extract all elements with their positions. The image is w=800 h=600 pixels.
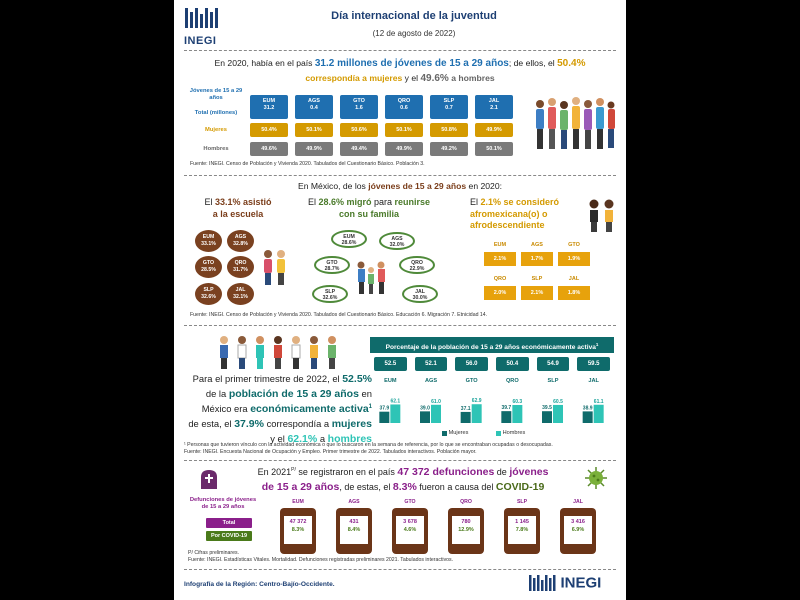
migration-value: 28.6% xyxy=(341,240,357,247)
bar-mujeres xyxy=(420,411,430,423)
s4-prelim-mark: P/ xyxy=(291,467,296,473)
state-total: 0.4 xyxy=(310,105,318,112)
afro-heading-text: se consideró xyxy=(501,197,560,207)
s3-text-part: México era xyxy=(201,402,251,414)
s2-intro xyxy=(186,181,614,191)
migration-value: 30.0% xyxy=(412,295,428,302)
chart-total-box: 59.5 xyxy=(577,357,610,371)
divider xyxy=(184,175,616,176)
chart-total-box: 52.1 xyxy=(415,357,448,371)
bar-label-hombres: 60.3 xyxy=(512,398,523,405)
scroll-covid: 6.9% xyxy=(571,527,585,534)
state-men-box: 49.4% xyxy=(340,142,378,156)
bar-label-hombres: 60.5 xyxy=(553,398,563,405)
migration-state: AGS xyxy=(391,236,403,242)
afro-state: SLP xyxy=(531,276,543,282)
s4-footnote: P/ Cifras preliminares. xyxy=(188,550,240,556)
scroll-state: GTO xyxy=(404,499,416,505)
migration-ring xyxy=(379,232,415,250)
afro-value: 2.1% xyxy=(521,286,553,300)
state-men-box: 50.1% xyxy=(475,142,513,156)
scroll-total: 1 145 xyxy=(515,519,529,525)
bar-mujeres xyxy=(379,412,389,423)
students-icon xyxy=(260,248,290,288)
s3-text-part: de la xyxy=(205,387,229,399)
state-total: 0.7 xyxy=(445,105,453,112)
migration-value: 32.6% xyxy=(322,295,338,302)
state-women-box: 49.9% xyxy=(475,123,513,137)
s1-intro-highlight: 31.2 millones de jóvenes de 15 a 29 años xyxy=(314,58,509,69)
s4-intro xyxy=(224,465,582,495)
school-heading-text: a la escuela xyxy=(212,208,264,219)
bar-label-mujeres: 37.9 xyxy=(379,405,390,412)
migration-ring xyxy=(399,256,435,274)
state-name: GTO xyxy=(353,98,365,104)
tombstone-illustration xyxy=(198,468,220,490)
workers-illustration xyxy=(214,334,342,370)
bar-hombres xyxy=(431,405,441,423)
s3-footnote: ¹ Personas que tuvieron vínculo con la actividad económica o que lo buscaron en la semana de referencia, por lo que se encontraban ocupadas o desocupadas. xyxy=(184,442,553,448)
death-scroll xyxy=(280,508,316,554)
bar-label-mujeres: 37.1 xyxy=(460,405,471,412)
afro-state: GTO xyxy=(568,242,580,248)
s2-intro-highlight: jóvenes de 15 a 29 años xyxy=(368,181,467,191)
afro-people-illustration xyxy=(586,198,618,234)
footer-text: Infografía de la Región: Centro-Bajío-Occidente. xyxy=(184,581,335,588)
chart-category-label: QRO xyxy=(505,378,519,384)
school-value: 31.7% xyxy=(233,266,248,273)
state-total-box xyxy=(340,95,378,119)
s1-row-total: Total (millones) xyxy=(194,110,238,116)
school-state: JAL xyxy=(235,287,246,293)
scroll-covid: 8.3% xyxy=(291,527,305,534)
s3-pct-men: 62.1% xyxy=(287,432,318,445)
activity-bar-chart xyxy=(370,375,614,433)
family-illustration xyxy=(354,260,388,296)
afro-people-icon xyxy=(586,198,618,234)
migration-heading-pct: 28.6% migró xyxy=(318,197,372,207)
s4-source: Fuente: INEGI. Estadísticas Vitales. Mortalidad. Defunciones registradas preliminares 2021. Tabulados interactivos. xyxy=(188,557,454,563)
bar-mujeres xyxy=(501,411,511,423)
s3-text-part: correspondía a xyxy=(263,417,332,429)
migration-value: 22.9% xyxy=(409,266,425,273)
virus-icon xyxy=(584,466,608,490)
scroll-paper xyxy=(340,516,368,544)
s3-population: población de 15 a 29 años xyxy=(228,387,359,400)
s4-deaths-label: defunciones xyxy=(429,466,495,478)
migration-ring xyxy=(331,230,367,248)
s2-source: Fuente: INEGI. Censo de Población y Vivienda 2020. Tabulados del Cuestionario Básico. Educación 6. Migración 7. Etnicidad 14. xyxy=(190,312,488,318)
death-scroll xyxy=(560,508,596,554)
migration-state: SLP xyxy=(324,289,336,295)
bar-mujeres xyxy=(542,411,552,423)
school-value: 32.1% xyxy=(233,293,248,300)
s3-text-part: a xyxy=(317,432,328,444)
s4-text-part: de xyxy=(494,467,510,477)
family-icon xyxy=(354,260,388,296)
migration-heading-text: reunirse xyxy=(394,197,431,207)
state-name: AGS xyxy=(308,98,320,104)
state-total-box xyxy=(250,95,288,119)
s1-source: Fuente: INEGI. Censo de Población y Vivienda 2020. Tabulados del Cuestionario Básico. Población 3. xyxy=(190,161,425,167)
scroll-paper xyxy=(508,516,536,544)
chart-title: Porcentaje de la población de 15 a 29 años económicamente activa xyxy=(385,344,596,352)
scroll-state: AGS xyxy=(348,499,360,505)
afro-value: 1.7% xyxy=(521,252,553,266)
virus-illustration xyxy=(584,466,608,490)
scroll-state: EUM xyxy=(292,499,304,505)
state-men-box: 49.9% xyxy=(385,142,423,156)
state-total: 2.1 xyxy=(490,105,498,112)
s4-youth: jóvenes xyxy=(509,466,549,478)
school-state: GTO xyxy=(202,260,215,266)
chart-title-footnote: 1 xyxy=(595,342,599,347)
school-value: 33.1% xyxy=(201,240,216,247)
chart-category-label: EUM xyxy=(384,378,397,384)
bar-mujeres xyxy=(583,411,593,423)
migration-ring xyxy=(314,256,350,274)
chart-total-box: 56.0 xyxy=(455,357,488,371)
youth-group-illustration xyxy=(532,94,616,156)
school-state: SLP xyxy=(203,287,214,293)
chart-category-label: JAL xyxy=(588,378,599,384)
afro-value: 2.0% xyxy=(484,286,516,300)
s1-row-mujeres: Mujeres xyxy=(205,127,227,133)
afro-value: 2.1% xyxy=(484,252,516,266)
afro-heading-pct: 2.1% xyxy=(480,197,502,207)
s1-intro-text: y el xyxy=(402,72,421,83)
school-circle xyxy=(227,230,254,252)
footer-logo-text: INEGI xyxy=(560,574,602,592)
scroll-covid: 8.4% xyxy=(347,527,361,534)
page-subtitle: (12 de agosto de 2022) xyxy=(372,29,456,38)
people-icon xyxy=(532,94,616,156)
divider xyxy=(184,50,616,51)
migration-state: JAL xyxy=(415,289,425,295)
s4-text-part: En 2021 xyxy=(257,467,292,477)
state-total-box xyxy=(430,95,468,119)
chart-category-label: AGS xyxy=(424,378,438,384)
s3-pct-women: 37.9% xyxy=(234,417,264,430)
state-women-box: 50.6% xyxy=(340,123,378,137)
state-men-box: 49.2% xyxy=(430,142,468,156)
school-heading-pct: 33.1% asistió xyxy=(214,197,272,207)
s3-women: mujeres xyxy=(331,417,372,430)
workers-icon xyxy=(214,334,342,370)
inegi-logo-text: INEGI xyxy=(184,35,217,47)
afro-heading-text: afrodescendiente xyxy=(470,220,545,231)
s3-pct-active: 52.5% xyxy=(342,373,372,385)
legend-swatch-mujeres xyxy=(442,431,447,436)
bar-label-mujeres: 39.7 xyxy=(501,405,512,412)
bar-hombres xyxy=(472,404,482,423)
state-total-box xyxy=(475,95,513,119)
s1-intro xyxy=(186,57,614,86)
afro-state: JAL xyxy=(568,276,580,282)
chart-total-box: 52.5 xyxy=(374,357,407,371)
s3-text-part: de esta, el xyxy=(188,417,235,429)
s3-source: Fuente: INEGI. Encuesta Nacional de Ocupación y Empleo. Primer trimestre de 2022. Tabulados interactivos. Población mayor. xyxy=(184,449,477,455)
bar-hombres xyxy=(553,405,563,423)
scroll-covid: 12.9% xyxy=(458,527,474,534)
scroll-state: QRO xyxy=(460,499,472,505)
scroll-paper xyxy=(284,516,312,544)
scroll-paper xyxy=(396,516,424,544)
state-name: JAL xyxy=(488,98,500,104)
s4-covid: COVID-19 xyxy=(495,481,545,494)
migration-state: EUM xyxy=(343,234,355,240)
migration-heading-text: para xyxy=(371,197,395,207)
scroll-covid: 7.8% xyxy=(515,527,529,534)
death-scroll xyxy=(392,508,428,554)
school-circle xyxy=(227,283,254,305)
s1-intro-men: a hombres xyxy=(448,72,495,83)
school-circle xyxy=(195,283,222,305)
afro-state: AGS xyxy=(531,242,543,248)
death-scroll xyxy=(336,508,372,554)
bar-hombres xyxy=(594,405,604,423)
s4-age-range: de 15 a 29 años xyxy=(261,481,340,494)
total-pill: Total xyxy=(206,518,252,528)
state-total: 1.6 xyxy=(355,105,363,112)
s1-intro-pct: 50.4% xyxy=(557,58,586,69)
afro-value: 1.9% xyxy=(558,252,590,266)
state-name: SLP xyxy=(443,98,455,104)
migration-value: 32.0% xyxy=(389,242,405,249)
s4-text-part: , de estas, el xyxy=(339,482,393,493)
chart-total-box: 50.4 xyxy=(496,357,529,371)
chart-legend xyxy=(442,430,602,440)
afro-heading xyxy=(470,197,590,232)
inegi-dots-icon xyxy=(528,574,556,592)
bar-label-hombres: 61.0 xyxy=(431,398,441,405)
s3-active: económicamente activa xyxy=(250,402,369,415)
state-women-box: 50.8% xyxy=(430,123,468,137)
chart-title-bar xyxy=(370,337,614,353)
divider xyxy=(184,460,616,461)
s3-text-part: en xyxy=(358,387,372,399)
school-state: EUM xyxy=(202,234,215,240)
s2-intro-text: en 2020: xyxy=(466,181,502,191)
s3-text-part: y el xyxy=(270,432,288,444)
state-women-box: 50.1% xyxy=(385,123,423,137)
s3-text-part: Para el primer trimestre de 2022, el xyxy=(192,373,343,384)
scroll-state: SLP xyxy=(516,499,528,505)
legend-mujeres: Mujeres xyxy=(448,430,469,436)
inegi-dots-icon xyxy=(184,6,222,30)
s3-men: hombres xyxy=(327,432,372,445)
divider xyxy=(184,325,616,326)
scroll-state: JAL xyxy=(573,499,583,505)
scroll-total: 47 372 xyxy=(289,519,307,525)
school-circle xyxy=(227,256,254,278)
chart-category-label: GTO xyxy=(465,378,478,384)
school-value: 32.6% xyxy=(201,293,216,300)
migration-heading-text: El xyxy=(307,197,319,207)
s1-row-head: Jóvenes de 15 a 29 años xyxy=(189,88,243,102)
tombstone-icon xyxy=(198,468,220,490)
s2-intro-text: En México, de los xyxy=(298,181,369,191)
s4-deaths-total: 47 372 xyxy=(397,466,430,478)
school-state: QRO xyxy=(234,260,247,266)
state-women-box: 50.4% xyxy=(250,123,288,137)
inegi-logo-top xyxy=(184,6,224,47)
school-value: 32.8% xyxy=(233,240,248,247)
scroll-total: 431 xyxy=(349,519,359,525)
scroll-covid: 4.6% xyxy=(403,527,417,534)
death-scroll xyxy=(504,508,540,554)
bar-label-hombres: 62.9 xyxy=(471,398,482,405)
school-circle xyxy=(195,256,222,278)
state-women-box: 50.1% xyxy=(295,123,333,137)
bar-label-mujeres: 39.0 xyxy=(420,405,430,412)
bar-hombres xyxy=(512,405,522,423)
s1-intro-women: correspondía a mujeres xyxy=(305,72,403,83)
bar-label-hombres: 61.1 xyxy=(593,398,604,405)
school-heading-text: El xyxy=(204,197,215,207)
s4-text-part: se registraron en el país xyxy=(295,467,398,477)
s3-text xyxy=(182,372,372,447)
migration-state: QRO xyxy=(411,260,423,266)
bar-label-mujeres: 39.5 xyxy=(542,405,552,412)
bar-label-mujeres: 38.9 xyxy=(582,405,593,412)
afro-heading-text: El xyxy=(470,197,481,207)
migration-heading xyxy=(294,197,444,220)
state-total: 31.2 xyxy=(263,105,275,112)
s1-intro-text: En 2020, había en el país xyxy=(214,58,315,68)
state-total-box xyxy=(295,95,333,119)
scroll-total: 3 678 xyxy=(403,519,417,525)
state-name: EUM xyxy=(262,98,276,104)
chart-category-label: SLP xyxy=(547,378,559,384)
afro-heading-text: afromexicana(o) o xyxy=(470,208,548,219)
migration-heading-text: con su familia xyxy=(338,208,400,219)
s4-covid-pct: 8.3% xyxy=(392,481,417,494)
state-total: 0.6 xyxy=(400,105,408,112)
school-circle xyxy=(195,230,222,252)
chart-total-box: 54.9 xyxy=(537,357,570,371)
death-scroll xyxy=(448,508,484,554)
legend-swatch-hombres xyxy=(496,431,501,436)
s1-row-hombres: Hombres xyxy=(203,146,229,152)
bar-hombres xyxy=(390,404,400,423)
state-total-box xyxy=(385,95,423,119)
afro-state: EUM xyxy=(493,242,507,248)
migration-state: GTO xyxy=(326,260,338,266)
s3-footnote-mark: 1 xyxy=(368,403,372,410)
def-label: Defunciones de jóvenes de 15 a 29 años xyxy=(189,497,257,511)
divider xyxy=(184,569,616,570)
scroll-total: 3 416 xyxy=(571,519,585,525)
scroll-total: 780 xyxy=(461,519,471,525)
migration-ring xyxy=(402,285,438,303)
school-value: 28.5% xyxy=(201,266,216,273)
state-name: QRO xyxy=(397,98,411,104)
school-heading xyxy=(188,197,288,220)
bar-mujeres xyxy=(461,412,471,423)
s1-intro-pct-men: 49.6% xyxy=(420,72,449,84)
s4-text-part: fueron a causa del xyxy=(416,482,496,493)
covid-pill: Por COVID-19 xyxy=(206,531,252,541)
scroll-paper xyxy=(452,516,480,544)
school-state: AGS xyxy=(234,234,247,240)
infographic-sheet xyxy=(174,0,626,600)
migration-value: 28.7% xyxy=(324,266,340,273)
state-men-box: 49.9% xyxy=(295,142,333,156)
s1-intro-text: ; de ellos, el xyxy=(508,58,558,68)
inegi-logo-footer xyxy=(528,574,618,594)
state-men-box: 49.6% xyxy=(250,142,288,156)
legend-hombres: Hombres xyxy=(502,430,526,436)
migration-ring xyxy=(312,285,348,303)
bar-label-hombres: 62.1 xyxy=(390,398,401,405)
students-illustration xyxy=(260,248,290,288)
scroll-paper xyxy=(564,516,592,544)
afro-state: QRO xyxy=(493,276,507,282)
page-title: Día internacional de la juventud xyxy=(331,10,497,22)
afro-value: 1.8% xyxy=(558,286,590,300)
